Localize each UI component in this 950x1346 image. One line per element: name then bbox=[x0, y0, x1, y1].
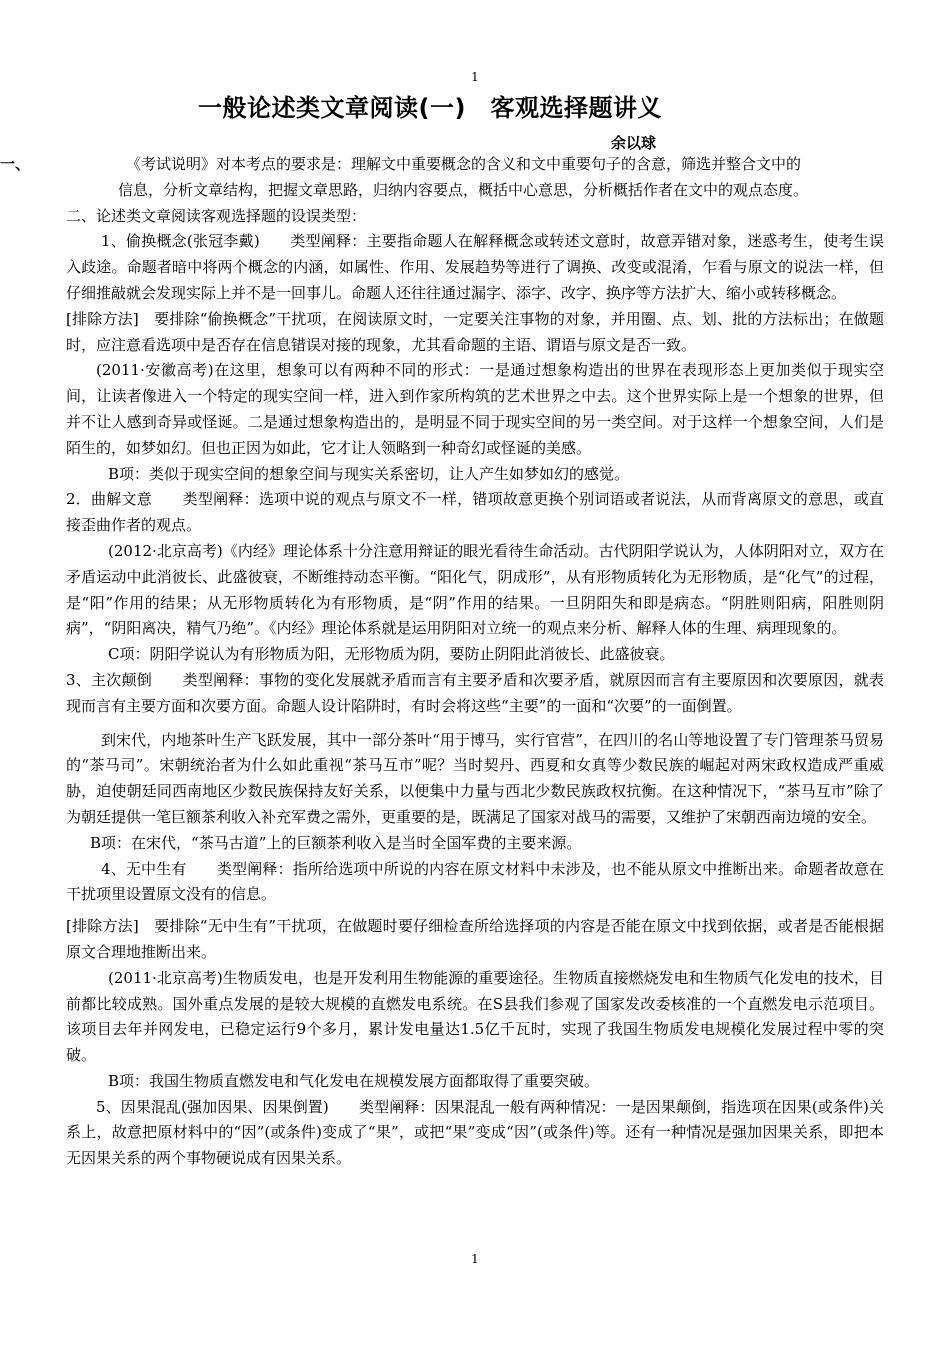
type-3-option: B项：在宋代，“茶马古道”上的巨额茶利收入是当时全国军费的主要来源。 bbox=[90, 833, 582, 852]
type-4-method: [排除方法] 要排除“无中生有”干扰项，在做题时要仔细检查所给选择项的内容是否能在原文中找到依据，或者是否能根据原文合理地推断出来。 bbox=[66, 917, 884, 961]
section-1-marker: 一、 bbox=[0, 155, 31, 173]
type-1-method: [排除方法] 要排除“偷换概念”干扰项，在阅读原文时，一定要关注事物的对象，并用圈、点、划、批的方法标出；在做题时，应注意看选项中是否存在信息错误对接的现象，尤其看命题的主语、谓语与原文是否一致。 bbox=[66, 309, 884, 354]
page-number-bottom: 1 bbox=[471, 1252, 479, 1266]
type-3-paragraph: 3、主次颠倒 类型阐释：事物的变化发展就矛盾而言有主要矛盾和次要矛盾，就原因而言有主要原因和次要原因，就表现而言有主要方面和次要方面。命题人设计陷阱时，有时会将这些“主要”的一面和“次要”的一面倒置。 bbox=[66, 670, 884, 715]
author-name: 余以球 bbox=[611, 134, 657, 152]
type-2-option: C项：阴阳学说认为有形物质为阳，无形物质为阴，要防止阴阳此消彼长、此盛彼衰。 bbox=[108, 645, 675, 664]
page-title: 一般论述类文章阅读(一) 客观选择题讲义 bbox=[198, 94, 662, 122]
type-1-option: B项：类似于现实空间的想象空间与现实关系密切，让人产生如梦如幻的感觉。 bbox=[108, 464, 630, 483]
type-1-paragraph: 1、偷换概念(张冠李戴) 类型阐释：主要指命题人在解释概念或转述文意时，故意弄错对象，迷惑考生，使考生误入歧途。命题者暗中将两个概念的内涵，如属性、作用、发展趋势等进行了调换、改变或混淆，乍看与原文的说法一样，但仔细推敲就会发现实际上并不是一回事儿。命题人还往往通过漏字、添字、改字、换序等方法扩大、缩小或转移概念。 bbox=[66, 232, 884, 302]
type-4-option: B项：我国生物质直燃发电和气化发电在规模发展方面都取得了重要突破。 bbox=[108, 1071, 600, 1090]
type-3-example: 到宋代，内地茶叶生产飞跃发展，其中一部分茶叶“用于博马，实行官营”，在四川的名山等地设置了专门管理茶马贸易的“茶马司”。宋朝统治者为什么如此重视“茶马互市”呢？当时契丹、西夏和女真等少数民族的崛起对两宋政权造成严重威胁，迫使朝廷同西南地区少数民族保持友好关系，以便集中力量与西北少数民族政权抗衡。在这种情况下，“茶马互市”除了为朝廷提供一笔巨额茶利收入补充军费之需外，更重要的是，既满足了国家对战马的需要，又维护了宋朝西南边境的安全。 bbox=[66, 730, 884, 826]
type-1-example: (2011·安徽高考)在这里，想象可以有两种不同的形式：一是通过想象构造出的世界在表现形态上更加类似于现实空间，让读者像进入一个特定的现实空间一样，进入到作家所构筑的艺术世界之中去。这个世界实际上是一个想象的世界，但并不让人感到奇异或怪诞。二是通过想象构造出的，是明显不同于现实空间的另一类空间。对于这样一个想象空间，人们是陌生的，如梦如幻。但也正因为如此，它才让人领略到一种奇幻或怪诞的美感。 bbox=[66, 361, 884, 457]
section-1-line-2: 信息，分析文章结构，把握文章思路，归纳内容要点，概括中心意思，分析概括作者在文中的观点态度。 bbox=[118, 180, 809, 199]
type-2-paragraph: 2．曲解文意 类型阐释：选项中说的观点与原文不一样，错项故意更换个别词语或者说法，从而背离原文的意思，或直接歪曲作者的观点。 bbox=[66, 490, 884, 535]
type-4-example: (2011·北京高考)生物质发电，也是开发利用生物能源的重要途径。生物质直接燃烧发电和生物质气化发电的技术，目前都比较成熟。国外重点发展的是较大规模的直燃发电系统。在S县我们参观了国家发改委核准的一个直燃发电示范项目。该项目去年并网发电，已稳定运行9个多月，累计发电量达1.5亿千瓦时，实现了我国生物质发电规模化发展过程中零的突破。 bbox=[66, 968, 884, 1065]
document-body bbox=[0, 152, 884, 1172]
type-5-paragraph: 5、因果混乱(强加因果、因果倒置) 类型阐释：因果混乱一般有两种情况：一是因果颠倒，指选项在因果(或条件)关系上，故意把原材料中的“因”(或条件)变成了“果”，或把“果”变成“因”(或条件)等。还有一种情况是强加因果关系，即把本无因果关系的两个事物硬说成有因果关系。 bbox=[66, 1097, 884, 1168]
section-1 bbox=[0, 152, 884, 204]
section-1-line-1: 《考试说明》对本考点的要求是：理解文中重要概念的含义和文中重要句子的含意，筛选并整合文中的 bbox=[126, 155, 802, 173]
type-4-paragraph: 4、无中生有 类型阐释：指所给选项中所说的内容在原文材料中未涉及，也不能从原文中推断出来。命题者故意在干扰项里设置原文没有的信息。 bbox=[66, 859, 884, 904]
section-2-heading: 二、论述类文章阅读客观选择题的设误类型： bbox=[66, 206, 367, 225]
page-number-top: 1 bbox=[471, 70, 479, 84]
type-2-example: (2012·北京高考)《内经》理论体系十分注意用辩证的眼光看待生命活动。古代阴阳学说认为，人体阴阳对立，双方在矛盾运动中此消彼长、此盛彼衰，不断维持动态平衡。“阳化气，阴成形”，从有形物质转化为无形物质，是“化气”的过程，是“阳”作用的结果；从无形物质转化为有形物质，是“阴”作用的结果。一旦阴阳失和即是病态。“阴胜则阳病，阳胜则阴病”，“阴阳离决，精气乃绝”。《内经》理论体系就是运用阴阳对立统一的观点来分析、解释人体的生理、病理现象的。 bbox=[66, 541, 884, 638]
